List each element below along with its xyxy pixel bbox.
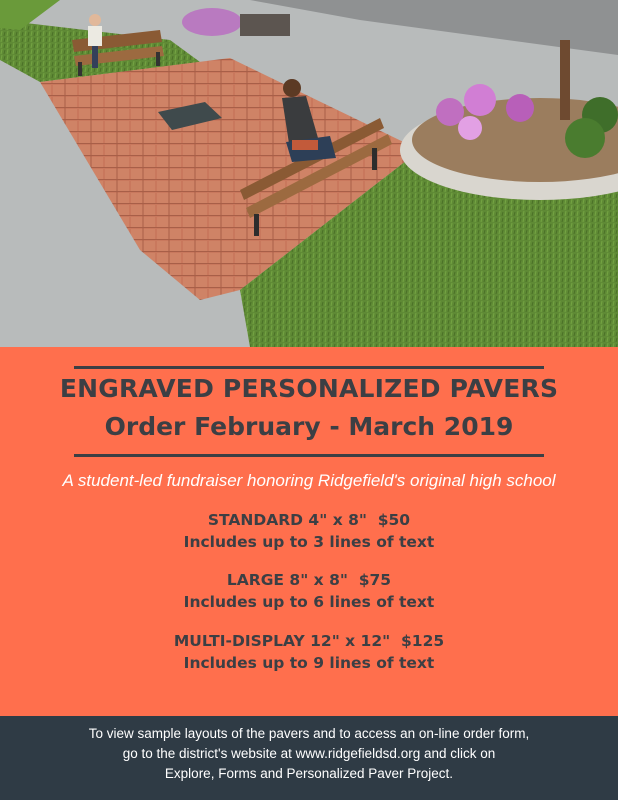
option-standard xyxy=(0,509,618,553)
option-detail: Includes up to 3 lines of text xyxy=(183,533,435,551)
bench-block xyxy=(240,14,290,36)
tagline: A student-led fundraiser honoring Ridgefield's original high school xyxy=(62,471,556,490)
option-large xyxy=(0,569,618,613)
headline: ENGRAVED PERSONALIZED PAVERS xyxy=(59,374,559,403)
footer-line: go to the district's website at www.ridgefieldsd.org and click on xyxy=(122,746,496,761)
top-planter xyxy=(182,8,242,36)
footer-instructions xyxy=(0,716,618,800)
footer-line: Explore, Forms and Personalized Paver Project. xyxy=(164,766,454,781)
divider-top xyxy=(74,366,544,369)
option-detail: Includes up to 9 lines of text xyxy=(183,654,435,672)
hero-illustration xyxy=(0,0,618,347)
option-size-price: LARGE 8" x 8" $75 xyxy=(226,571,392,589)
divider-bottom xyxy=(74,454,544,457)
option-detail: Includes up to 6 lines of text xyxy=(183,593,435,611)
info-panel xyxy=(0,347,618,716)
paver-plaza-rendering xyxy=(0,0,618,347)
option-multi-display xyxy=(0,630,618,674)
order-dates: Order February - March 2019 xyxy=(104,412,514,441)
tree-trunk xyxy=(560,40,570,120)
footer-line: To view sample layouts of the pavers and to access an on-line order form, xyxy=(88,726,530,741)
option-size-price: STANDARD 4" x 8" $50 xyxy=(207,511,411,529)
option-size-price: MULTI-DISPLAY 12" x 12" $125 xyxy=(173,632,445,650)
